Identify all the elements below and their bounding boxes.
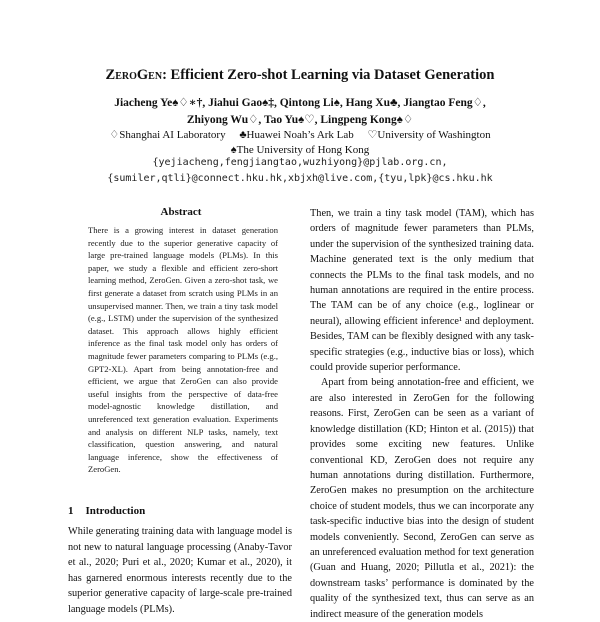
abstract-heading: Abstract xyxy=(160,206,202,218)
title-method-name: ZeroGen xyxy=(105,67,163,83)
abstract-text: There is a growing interest in dataset generation recently due to the superior generative capacity of large pre-trained language models (PLMs). In this paper, we study a flexible and efficient zero-short learning method, ZeroGen. Given a zero-shot task, we first generate a dataset from scratch using PLMs in an unsupervised manner. Then, we train a tiny task model (e.g., LSTM) under the supervision of the synthesized dataset. This approach allows highly efficient inference as the final task model only has orders of magnitude fewer parameters comparing to PLMs (e.g., GPT2-XL). Apart from being annotation-free and efficient, we argue that ZeroGen can also provide useful insights from the perspective of data-free model-agnostic knowledge distillation, and unreferenced text generation evaluation. Experiments and analysis on different NLP tasks, namely, text classification, question answering, and natural language inference, show the effectiveness of ZeroGen. xyxy=(88,225,278,475)
intro-paragraph: While generating training data with language model is not new to natural language processing (Anaby-Tavor et al., 2020; Puri et al., 2020; Kumar et al., 2020), it has garnered enormous interests recently due to the superior generative capacity of large-scale pre-trained language models (PLMs). xyxy=(68,526,292,615)
emails-line-1: {yejiacheng,fengjiangtao,wuzhiyong}@pjlab.org.cn, xyxy=(152,157,448,168)
affiliations-line-2: ♠The University of Hong Kong xyxy=(230,143,370,156)
right-paragraph-2: Apart from being annotation-free and efficient, we are also interested in ZeroGen for the following reasons. First, ZeroGen can be seen as a variant of knowledge distillation (KD; Hinton et al. (2015)) that provides some exciting new features. Unlike conventional KD, ZeroGen does not require any human annotations during distillation. Furthermore, ZeroGen makes no presumption on the architecture choice of student models, thus we can incorporate any task-specific inductive bias into the design of student models conveniently. Second, ZeroGen can serve as an unreferenced evaluation method for text generation (Guan and Huang, 2020; Pillutla et al., 2021): the downstream tasks’ performance is dominated by the quality of the synthesized text, thus can serve as an indirect measure of the generation models xyxy=(310,377,534,620)
author-emails xyxy=(20,155,580,187)
section-heading xyxy=(68,505,145,517)
author-list xyxy=(40,95,560,129)
right-paragraph-1: Then, we train a tiny task model (TAM), which has orders of magnitude fewer parameters than PLMs, under the supervision of the synthesized training data. Machine generated text is the only medium that connects the PLMs to the final task models, and no human annotations are required in the entire process. The TAM can be of any choice (e.g., loglinear or neural), allowing efficient inference¹ and deployment. Besides, TAM can be flexibly designed with any task-specific strategies (e.g., inductive bias or loss), which could provide superior performance. xyxy=(310,208,534,374)
authors-line-1: Jiacheng Ye♠♢∗†, Jiahui Gao♠‡, Qintong Li♠, Hang Xu♣, Jiangtao Feng♢, xyxy=(114,97,486,109)
introduction-body xyxy=(68,524,292,617)
authors-line-2: Zhiyong Wu♢, Tao Yu♠♡, Lingpeng Kong♠♢ xyxy=(186,114,414,126)
section-title: Introduction xyxy=(85,505,146,517)
right-column xyxy=(310,206,534,622)
section-number: 1 xyxy=(68,505,74,517)
paper-title xyxy=(40,66,560,84)
affiliations-line-1: ♢Shanghai AI Laboratory ♣Huawei Noah’s Ark Lab ♡University of Washington xyxy=(109,129,491,141)
title-text: : Efficient Zero-shot Learning via Dataset Generation xyxy=(162,67,495,83)
abstract-body xyxy=(88,224,278,476)
affiliations xyxy=(40,128,560,157)
emails-line-2: {sumiler,qtli}@connect.hku.hk,xbjxh@live.com,{tyu,lpk}@cs.hku.hk xyxy=(107,173,493,184)
